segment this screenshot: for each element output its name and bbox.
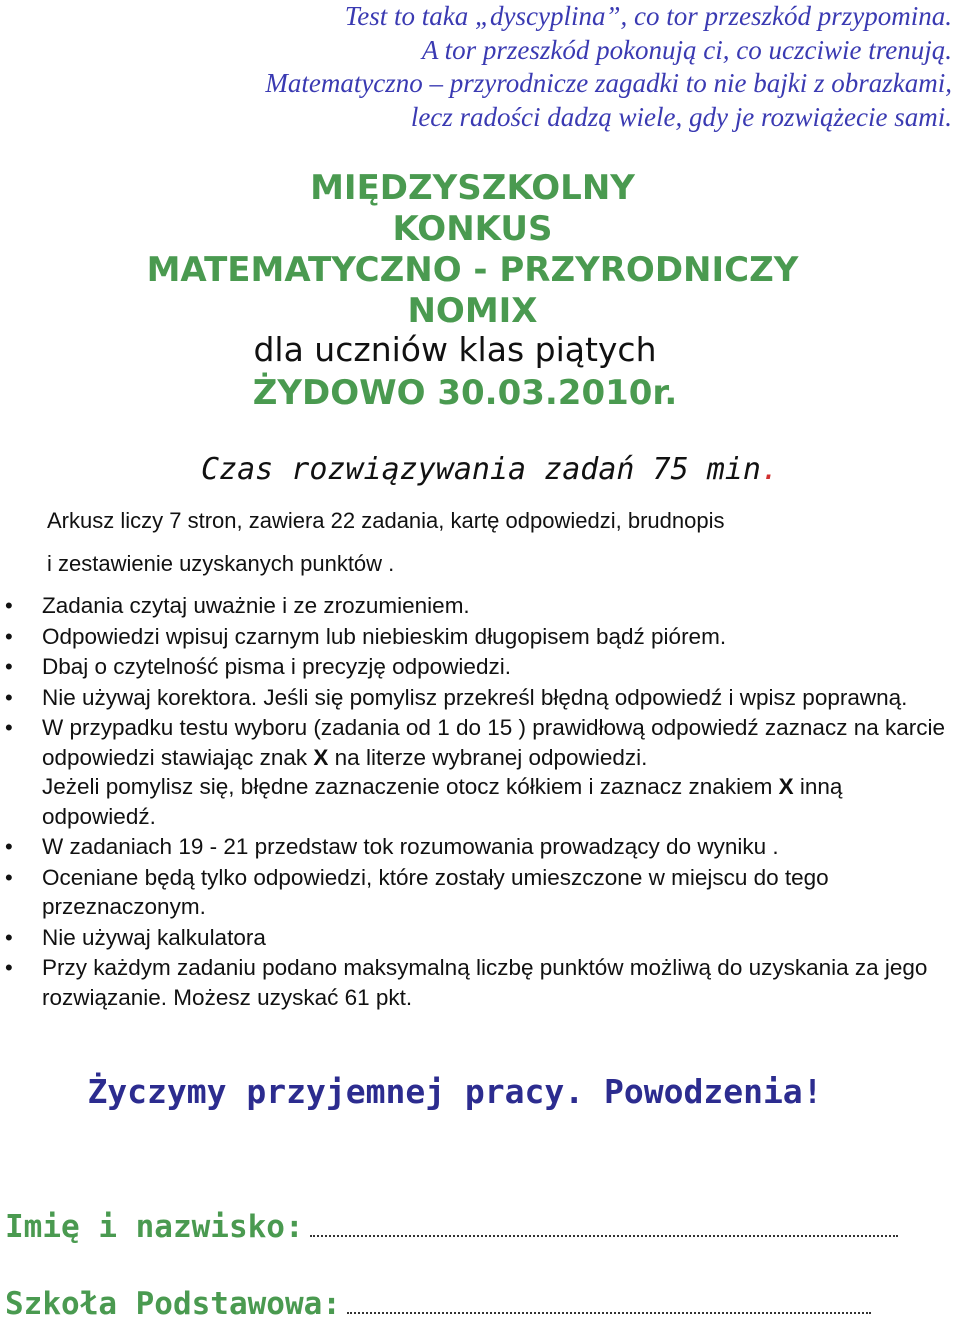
rule-text: Oceniane będą tylko odpowiedzi, które zostały umieszczone w miejscu do tego przeznaczonym. xyxy=(42,864,829,919)
list-item xyxy=(5,953,952,1012)
motto-line: A tor przeszkód pokonują ci, co uczciwie trenują. xyxy=(421,34,952,65)
rule-text: inną odpowiedź. xyxy=(42,774,843,829)
rule-text: Dbaj o czytelność pisma i precyzję odpowiedzi. xyxy=(42,654,511,679)
school-label: Szkoła Podstawowa: xyxy=(5,1286,341,1322)
bullet: • xyxy=(5,593,13,618)
school-dotted-line[interactable] xyxy=(347,1311,871,1314)
audience: dla uczniów klas piątych xyxy=(253,330,657,369)
list-item xyxy=(5,622,952,652)
title-line-2: KONKUS xyxy=(392,209,553,249)
bullet: • xyxy=(5,864,13,890)
list-item xyxy=(5,863,952,922)
bullet: • xyxy=(5,955,13,980)
motto xyxy=(52,0,952,134)
rule-text: Nie używaj korektora. Jeśli się pomylisz przekreśl błędną odpowiedź i wpisz poprawną. xyxy=(42,684,908,710)
list-item xyxy=(5,652,952,682)
rule-text: Przy każdym zadaniu podano maksymalną liczbę punktów możliwą do uzyskania za jego rozwiązanie. Możesz uzyskać 61 pkt. xyxy=(42,955,928,1010)
list-item xyxy=(5,923,952,953)
title-line-4: NOMIX xyxy=(407,291,538,331)
bullet: • xyxy=(5,684,13,710)
bullet: • xyxy=(5,715,13,740)
time-limit-text: Czas rozwiązywania zadań 75 min xyxy=(201,452,761,487)
list-item xyxy=(5,591,952,621)
list-item xyxy=(5,713,952,831)
name-field[interactable] xyxy=(5,1209,898,1245)
list-item xyxy=(5,832,952,862)
bullet: • xyxy=(5,924,13,950)
mark-x: X xyxy=(778,774,794,799)
wish: Życzymy przyjemnej pracy. Powodzenia! xyxy=(87,1072,823,1111)
info-line-2: i zestawienie uzyskanych punktów . xyxy=(47,551,395,576)
motto-line: Matematyczno – przyrodnicze zagadki to nie bajki z obrazkami, xyxy=(265,68,952,98)
rule-text: Odpowiedzi wpisuj czarnym lub niebieskim długopisem bądź piórem. xyxy=(42,623,727,649)
rule-text: Zadania czytaj uważnie i ze zrozumieniem. xyxy=(42,593,470,618)
bullet: • xyxy=(5,654,13,679)
list-item xyxy=(5,683,952,713)
time-limit xyxy=(0,452,960,487)
school-field[interactable] xyxy=(5,1286,871,1322)
place-date: ŻYDOWO 30.03.2010r. xyxy=(252,373,678,413)
title-line-3: MATEMATYCZNO - PRZYRODNICZY xyxy=(146,250,799,290)
rule-text: Jeżeli pomylisz się, błędne zaznaczenie otocz kółkiem i zaznacz znakiem xyxy=(42,774,779,799)
name-label: Imię i nazwisko: xyxy=(5,1209,304,1245)
info-line-1: Arkusz liczy 7 stron, zawiera 22 zadania, kartę odpowiedzi, brudnopis xyxy=(47,508,725,533)
motto-line: lecz radości dadzą wiele, gdy je rozwiążecie sami. xyxy=(410,101,952,132)
mark-x: X xyxy=(313,744,329,770)
title-line-1: MIĘDZYSZKOLNY xyxy=(310,168,635,208)
bullet: • xyxy=(5,834,13,859)
bullet: • xyxy=(5,623,13,649)
rule-text: W przypadku testu wyboru (zadania od 1 do 15 ) prawidłową odpowiedź zaznacz na karcie odpowiedzi stawiając znak xyxy=(42,715,945,770)
name-dotted-line[interactable] xyxy=(310,1234,898,1237)
rule-text: W zadaniach 19 - 21 przedstaw tok rozumowania prowadzący do wyniku . xyxy=(42,834,779,859)
rules-list xyxy=(5,591,952,1013)
rule-text: na literze wybranej odpowiedzi. xyxy=(328,744,648,770)
motto-line: Test to taka „dyscyplina”, co tor przeszkód przypomina. xyxy=(344,1,952,31)
rule-text: Nie używaj kalkulatora xyxy=(42,924,266,950)
time-limit-dot: . xyxy=(760,452,779,487)
